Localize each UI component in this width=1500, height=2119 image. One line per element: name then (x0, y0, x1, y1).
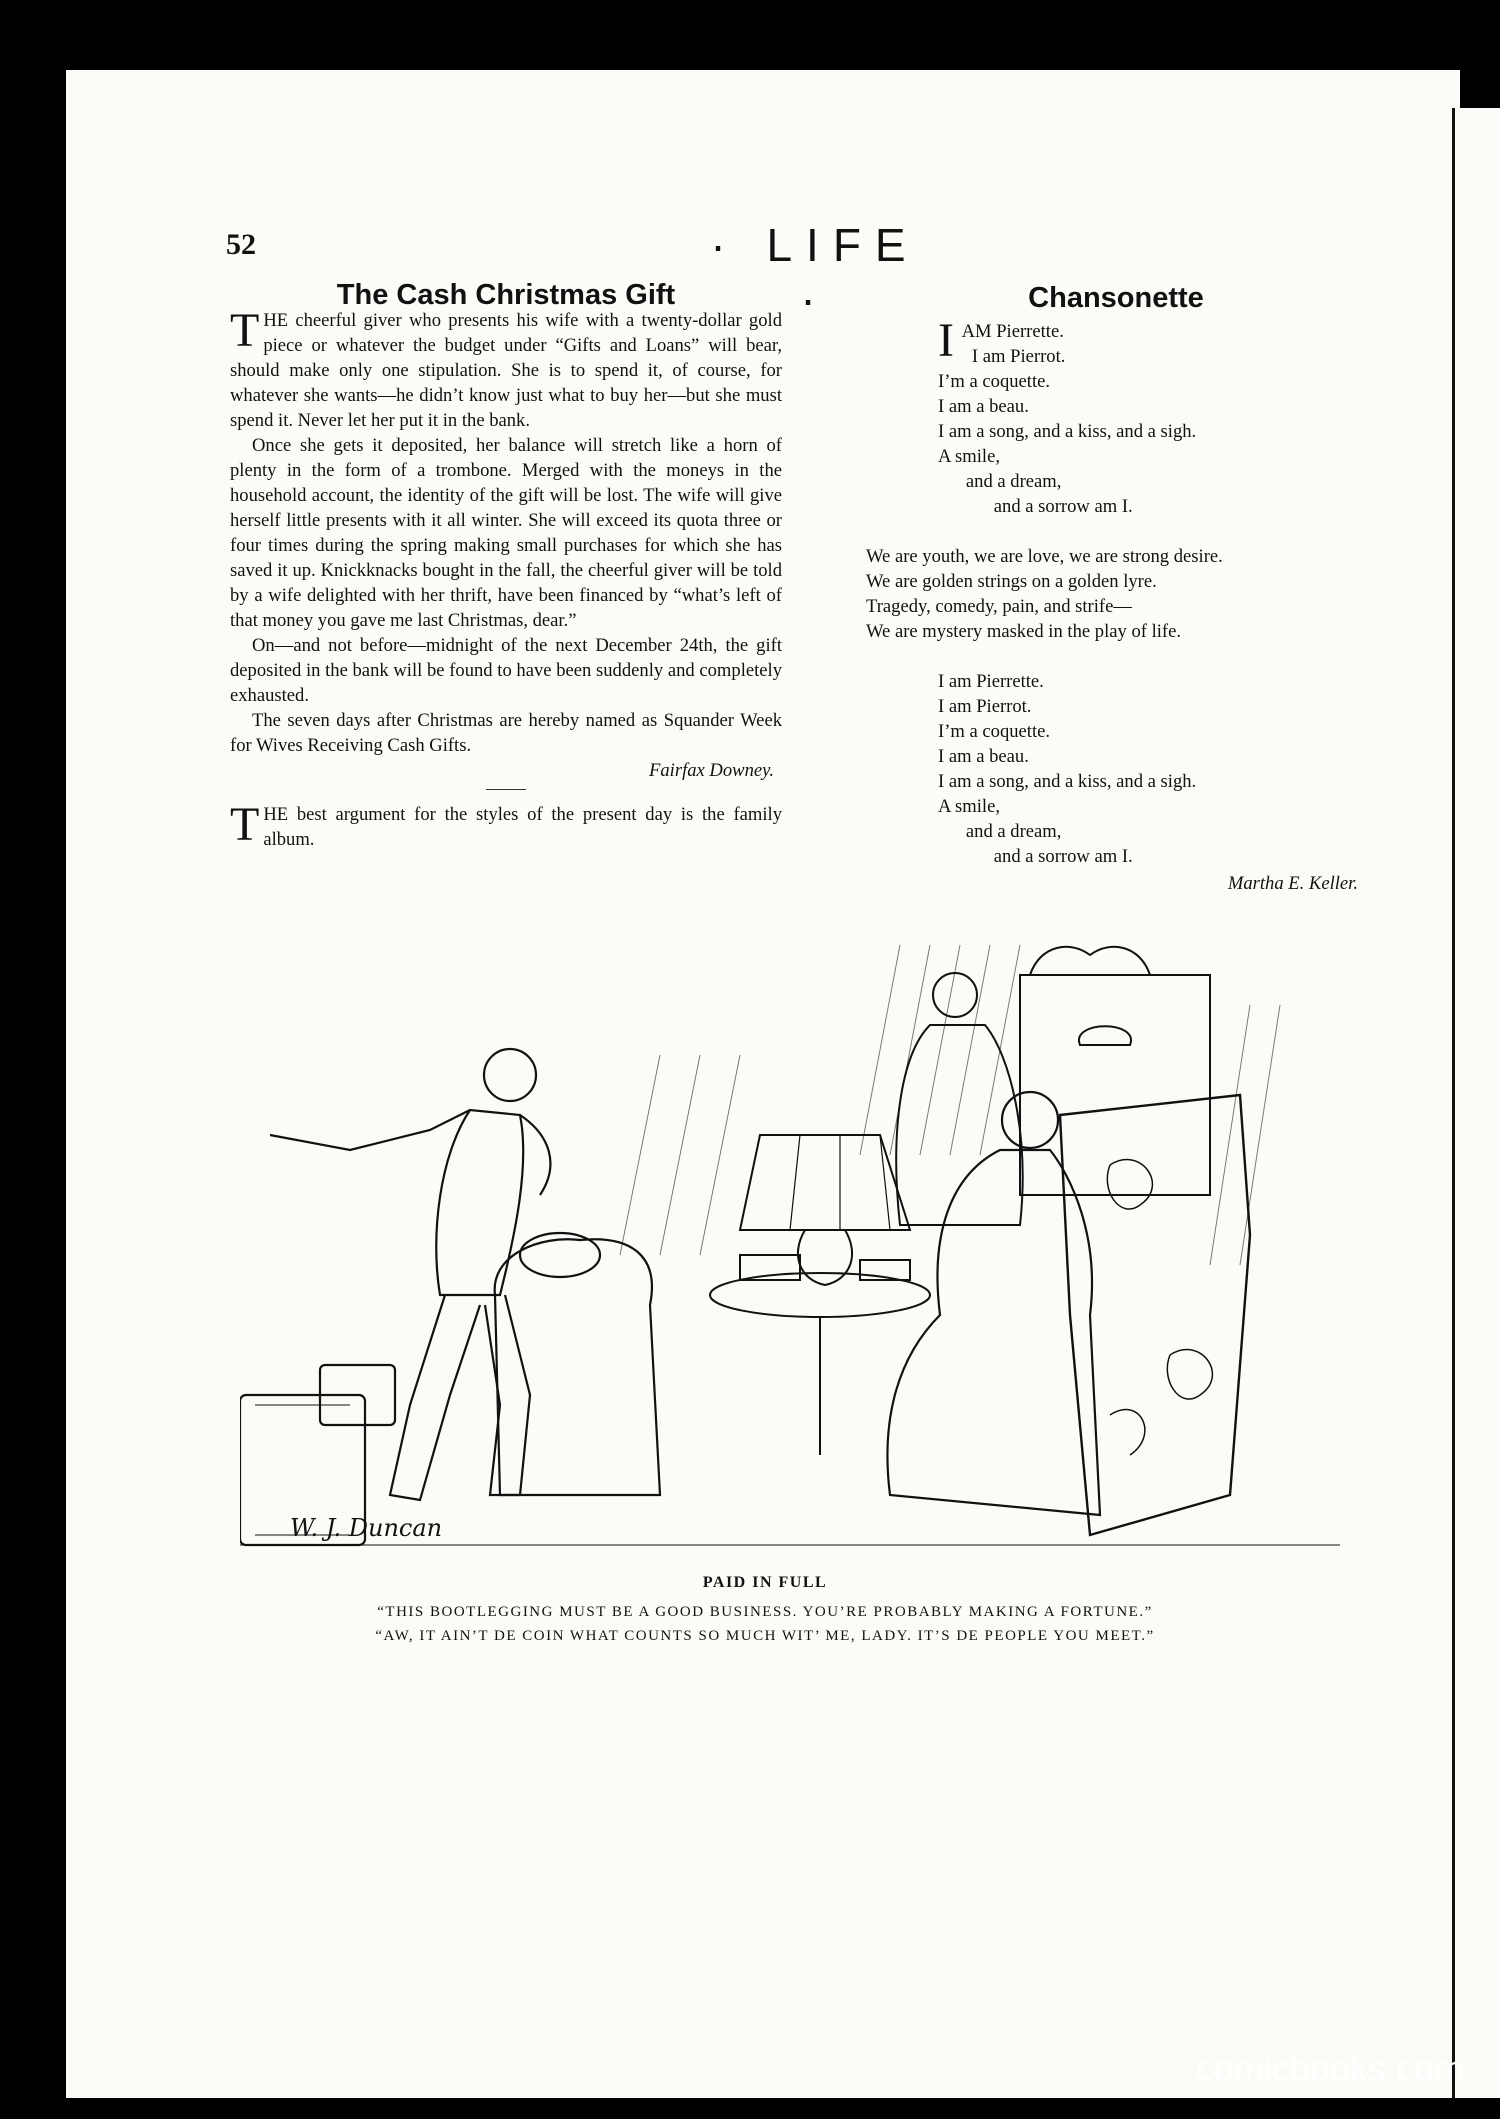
squib-paragraph: THE best argument for the styles of the present day is the family album. (230, 798, 782, 851)
cartoon-caption-line-2: “AW, IT AIN’T DE COIN WHAT COUNTS SO MUCH WIT’ ME, LADY. IT’S DE PEOPLE YOU MEET.” (375, 1628, 1155, 1644)
left-column (230, 279, 782, 852)
drop-cap: I (938, 314, 954, 367)
poem-stanza-2: We are youth, we are love, we are strong desire. We are golden strings on a golden lyre. Tragedy, comedy, pain, and strife— We are mystery masked in the play of life. (866, 546, 1223, 642)
background-hatching (620, 945, 1280, 1265)
standing-man (270, 1049, 550, 1500)
table (710, 1255, 930, 1455)
poem-body (866, 314, 1366, 869)
article-paragraph-2: Once she gets it deposited, her balance will stretch like a horn of plenty in the form of a trombone. Merged with the moneys in the household account, the identity of the gift will be lost. The wife will give herself little presents with it all winter. She will exceed its quota three or four times during the spring making small purchases for which she has saved it up. Knickknacks bought in the fall, the cheerful giver will be told by a wife delighted with her thrift, have been financed by “what’s left of that money you gave me last Christmas, dear.” (230, 435, 782, 631)
page-number: 52 (226, 228, 256, 261)
article-paragraph-4: The seven days after Christmas are hereby named as Squander Week for Wives Receiving Cash Gifts. (230, 710, 782, 756)
article-author: Fairfax Downey. (649, 760, 774, 781)
armchair-right (1060, 1095, 1250, 1535)
armchair-center (495, 1233, 660, 1495)
article-paragraph-3: On—and not before—midnight of the next December 24th, the gift deposited in the bank will be found to have been suddenly and completely exhausted. (230, 635, 782, 706)
watermark: comicbooks.com (1195, 2048, 1464, 2089)
article-title: The Cash Christmas Gift (336, 279, 676, 311)
masthead: · LIFE · (710, 219, 920, 325)
cartoon-illustration (240, 935, 1340, 1555)
cartoon-title: PAID IN FULL (702, 1574, 828, 1591)
cabinet (1020, 947, 1210, 1195)
poem-stanza-3: I am Pierrette. I am Pierrot. I’m a coquette. I am a beau. I am a song, and a kiss, and a sigh. A smile, and a dream, and a sorrow am I. (938, 671, 1197, 867)
seated-woman (887, 1092, 1100, 1515)
right-column (866, 282, 1366, 896)
poem-author: Martha E. Keller. (1227, 873, 1358, 894)
drop-cap: T (230, 304, 260, 357)
artist-signature: W. J. Duncan (290, 1514, 443, 1542)
poem-stanza-1: I AM Pierrette. I am Pierrot. I’m a coquette. I am a beau. I am a song, and a kiss, and a sigh. A smile, and a dream, and a sorrow am I. (938, 314, 1197, 517)
article-paragraph-1: THE cheerful giver who presents his wife with a twenty-dollar gold piece or whatever the budget under “Gifts and Loans” will bear, should make only one stipulation. She is to spend it, of course, for whatever she wants—he didn’t know just what to buy her—but she must spend it. Never let her put it in the bank. (230, 304, 782, 431)
cartoon-caption-line-1: “THIS BOOTLEGGING MUST BE A GOOD BUSINESS. YOU’RE PROBABLY MAKING A FORTUNE.” (377, 1604, 1153, 1620)
divider (486, 789, 526, 790)
poem-title: Chansonette (1028, 282, 1204, 314)
drop-cap: T (230, 798, 260, 851)
lamp (740, 1135, 910, 1285)
facing-page-edge (1452, 108, 1500, 2098)
